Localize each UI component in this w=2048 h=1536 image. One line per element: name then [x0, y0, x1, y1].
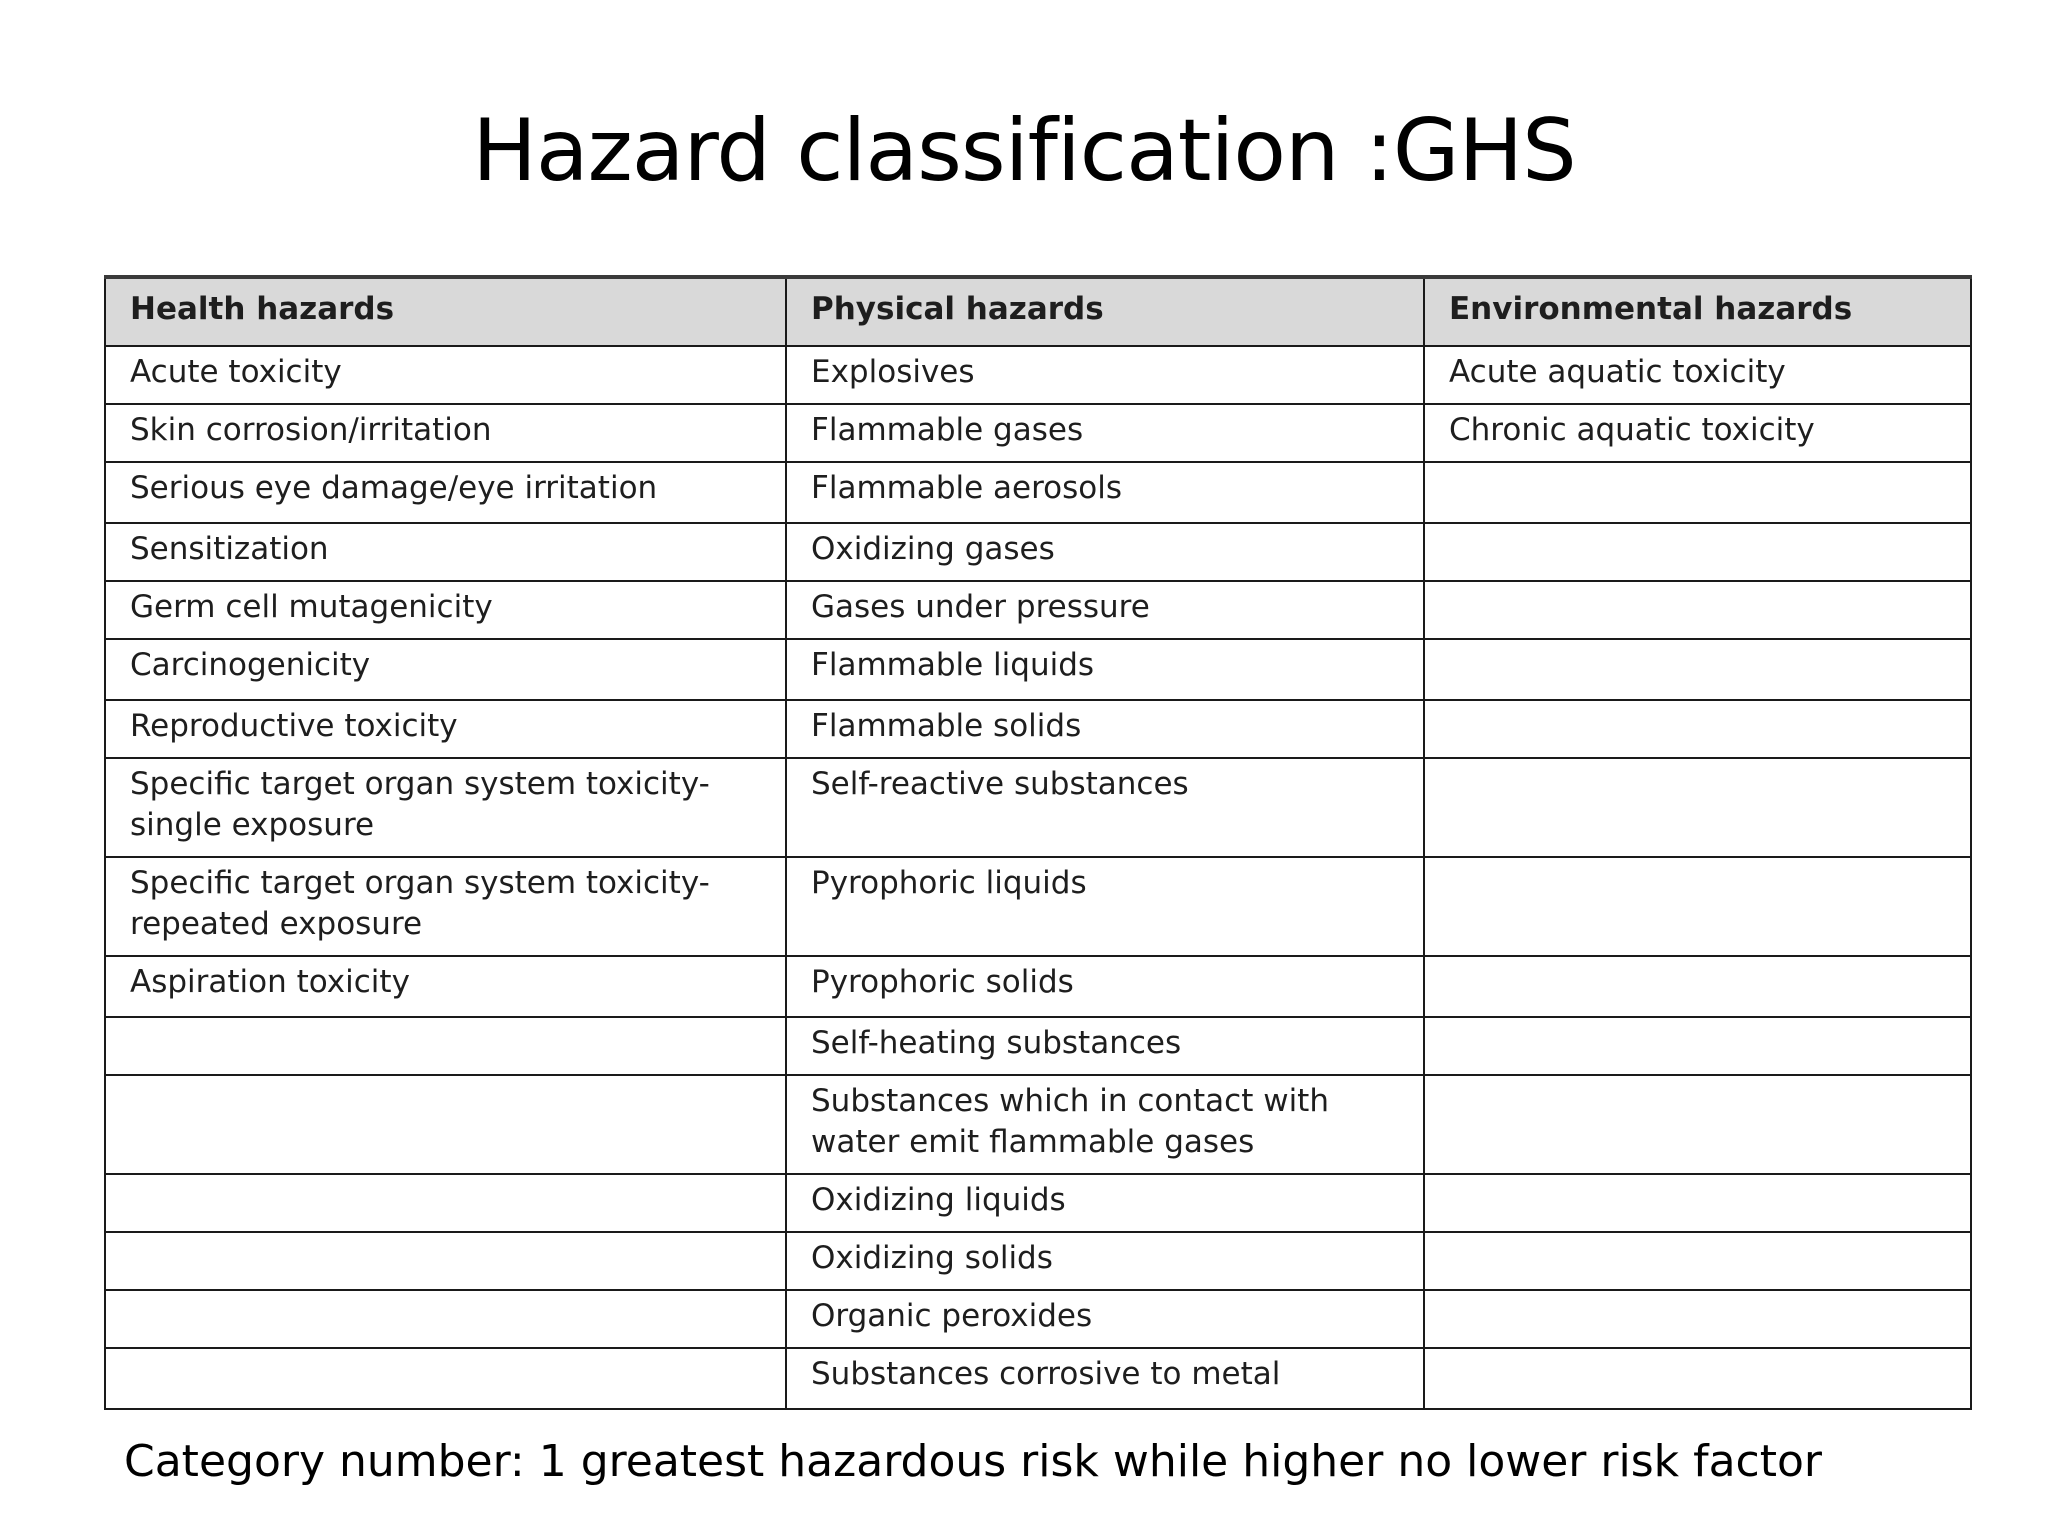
table-row — [105, 639, 1971, 700]
environmental-cell — [1424, 857, 1971, 956]
table-row — [105, 404, 1971, 462]
physical-cell: Flammable aerosols — [786, 462, 1424, 523]
environmental-cell — [1424, 523, 1971, 581]
category-note: Category number: 1 greatest hazardous risk while higher no lower risk factor — [124, 1436, 1822, 1487]
physical-cell: Explosives — [786, 346, 1424, 404]
physical-cell: Substances corrosive to metal — [786, 1348, 1424, 1409]
health-cell: Serious eye damage/eye irritation — [105, 462, 786, 523]
health-cell: Reproductive toxicity — [105, 700, 786, 758]
physical-cell: Gases under pressure — [786, 581, 1424, 639]
health-cell — [105, 1017, 786, 1075]
health-cell — [105, 1290, 786, 1348]
page-title: Hazard classification :GHS — [472, 101, 1576, 201]
hazard-table-container — [104, 275, 1970, 1410]
physical-cell: Flammable solids — [786, 700, 1424, 758]
physical-cell: Self-heating substances — [786, 1017, 1424, 1075]
column-header-physical: Physical hazards — [786, 277, 1424, 346]
physical-cell: Flammable gases — [786, 404, 1424, 462]
environmental-cell — [1424, 956, 1971, 1017]
physical-cell: Pyrophoric solids — [786, 956, 1424, 1017]
table-header-row — [105, 277, 1971, 346]
environmental-cell — [1424, 758, 1971, 857]
column-header-health: Health hazards — [105, 277, 786, 346]
environmental-cell: Acute aquatic toxicity — [1424, 346, 1971, 404]
table-row — [105, 857, 1971, 956]
table-row — [105, 956, 1971, 1017]
table-row — [105, 758, 1971, 857]
health-cell: Acute toxicity — [105, 346, 786, 404]
table-row — [105, 1290, 1971, 1348]
health-cell — [105, 1075, 786, 1174]
physical-cell: Pyrophoric liquids — [786, 857, 1424, 956]
environmental-cell — [1424, 581, 1971, 639]
physical-cell: Flammable liquids — [786, 639, 1424, 700]
environmental-cell — [1424, 1174, 1971, 1232]
health-cell: Sensitization — [105, 523, 786, 581]
health-cell: Specific target organ system toxicity-single exposure — [105, 758, 786, 857]
health-cell: Aspiration toxicity — [105, 956, 786, 1017]
environmental-cell — [1424, 1075, 1971, 1174]
environmental-cell — [1424, 1348, 1971, 1409]
table-row — [105, 1174, 1971, 1232]
environmental-cell — [1424, 1290, 1971, 1348]
physical-cell: Oxidizing gases — [786, 523, 1424, 581]
table-row — [105, 1348, 1971, 1409]
table-row — [105, 1075, 1971, 1174]
column-header-environmental: Environmental hazards — [1424, 277, 1971, 346]
physical-cell: Oxidizing liquids — [786, 1174, 1424, 1232]
environmental-cell — [1424, 1017, 1971, 1075]
physical-cell: Substances which in contact with water emit flammable gases — [786, 1075, 1424, 1174]
environmental-cell — [1424, 462, 1971, 523]
environmental-cell — [1424, 1232, 1971, 1290]
physical-cell: Organic peroxides — [786, 1290, 1424, 1348]
health-cell — [105, 1174, 786, 1232]
physical-cell: Self-reactive substances — [786, 758, 1424, 857]
table-row — [105, 581, 1971, 639]
health-cell — [105, 1232, 786, 1290]
hazard-classification-table — [104, 275, 1972, 1410]
health-cell: Carcinogenicity — [105, 639, 786, 700]
table-row — [105, 1232, 1971, 1290]
health-cell: Germ cell mutagenicity — [105, 581, 786, 639]
environmental-cell: Chronic aquatic toxicity — [1424, 404, 1971, 462]
table-row — [105, 700, 1971, 758]
health-cell: Specific target organ system toxicity-repeated exposure — [105, 857, 786, 956]
health-cell — [105, 1348, 786, 1409]
environmental-cell — [1424, 639, 1971, 700]
table-row — [105, 346, 1971, 404]
table-row — [105, 523, 1971, 581]
health-cell: Skin corrosion/irritation — [105, 404, 786, 462]
table-row — [105, 1017, 1971, 1075]
physical-cell: Oxidizing solids — [786, 1232, 1424, 1290]
environmental-cell — [1424, 700, 1971, 758]
table-row — [105, 462, 1971, 523]
